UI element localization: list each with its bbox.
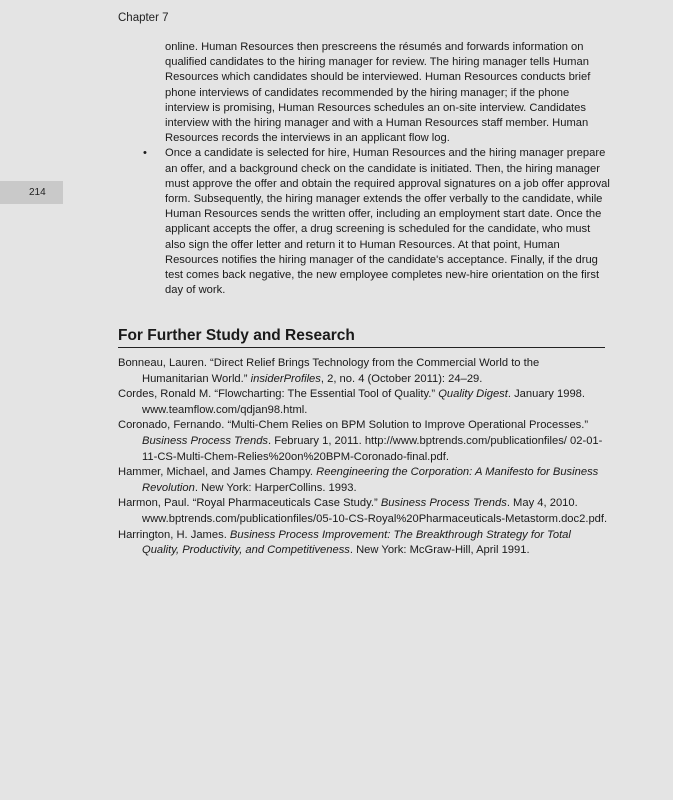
reference-text: Coronado, Fernando. “Multi-Chem Relies on BPM Solution to Improve Operational Processes.” — [118, 419, 589, 432]
bullet-item — [143, 146, 610, 298]
reference-text: Cordes, Ronald M. “Flowcharting: The Essential Tool of Quality.” — [118, 388, 439, 401]
reference-text: Harmon, Paul. “Royal Pharmaceuticals Case Study.” — [118, 497, 381, 510]
reference-title: Business Process Trends — [380, 497, 507, 510]
chapter-header: Chapter 7 — [118, 12, 169, 24]
reference-item — [118, 387, 608, 418]
page-number-tab — [0, 181, 63, 204]
reference-item — [118, 528, 608, 559]
page-number: 214 — [29, 187, 46, 198]
reference-title: Business Process Improvement: The Breakthrough Strategy for Total Quality, Productivity, and Competitiveness — [142, 528, 571, 557]
reference-details: . New York: McGraw-Hill, April 1991. — [349, 544, 530, 557]
reference-title: Quality Digest — [438, 388, 508, 401]
reference-item — [118, 356, 608, 387]
reference-title: Business Process Trends — [142, 434, 269, 447]
bullet-paragraph: Once a candidate is selected for hire, Human Resources and the hiring manager prepare an offer, and a background check on the candidate is initiated. Then, the hiring manager must approve the offer and obtain the required approval signatures on a job offer approval form. Subsequently, the hiring manager extends the offer verbally to the candidate, while Human Resources sends the written offer, including an employment start date. Once the applicant accepts the offer, a drug screening is scheduled for the candidate, who must also sign the offer letter and return it to Human Resources. At that point, Human Resources notifies the hiring manager of the candidate's acceptance. Finally, if the drug test comes back negative, the new employee completes new-hire orientation on the first day of work. — [165, 147, 610, 297]
reference-text: Bonneau, Lauren. “Direct Relief Brings Technology from the Commercial World to the Humanitarian World.” — [118, 357, 540, 385]
reference-details: , 2, no. 4 (October 2011): 24–29. — [320, 372, 483, 385]
reference-details: . January 1998. www.teamflow.com/qdjan98.html. — [142, 388, 585, 416]
reference-title: Reengineering the Corporation: A Manifesto for Business Revolution — [142, 466, 599, 494]
reference-text: Hammer, Michael, and James Champy. — [118, 466, 317, 479]
reference-list — [118, 356, 608, 559]
reference-item — [118, 465, 608, 496]
section-heading: For Further Study and Research — [118, 327, 605, 348]
reference-details: . New York: HarperCollins. 1993. — [194, 481, 357, 494]
reference-item — [118, 418, 608, 465]
reference-details: . May 4, 2010. www.bptrends.com/publicationfiles/05-10-CS-Royal%20Pharmaceuticals-Metastorm.doc2.pdf. — [142, 497, 608, 525]
reference-text: Harrington, H. James. — [118, 528, 230, 541]
reference-details: . February 1, 2011. http://www.bptrends.com/publicationfiles/ 02-01-11-CS-Multi-Chem-Relies%20on%20BPM-Coronado-final.pdf. — [142, 434, 603, 463]
reference-item — [118, 496, 608, 527]
continued-paragraph: online. Human Resources then prescreens the résumés and forwards information on qualified candidates to the hiring manager for review. The hiring manager tells Human Resources which candidates should be interviewed. Human Resources conducts brief phone interviews of candidates recommended by the hiring manager; if the phone interview is promising, Human Resources schedules an on-site interview. Candidates interview with the hiring manager and with a Human Resources staff member. Human Resources records the interviews in an applicant flow log. — [165, 41, 591, 145]
reference-title: insiderProfiles — [250, 372, 321, 385]
bullet-icon: • — [143, 147, 147, 160]
body-text — [143, 40, 610, 298]
